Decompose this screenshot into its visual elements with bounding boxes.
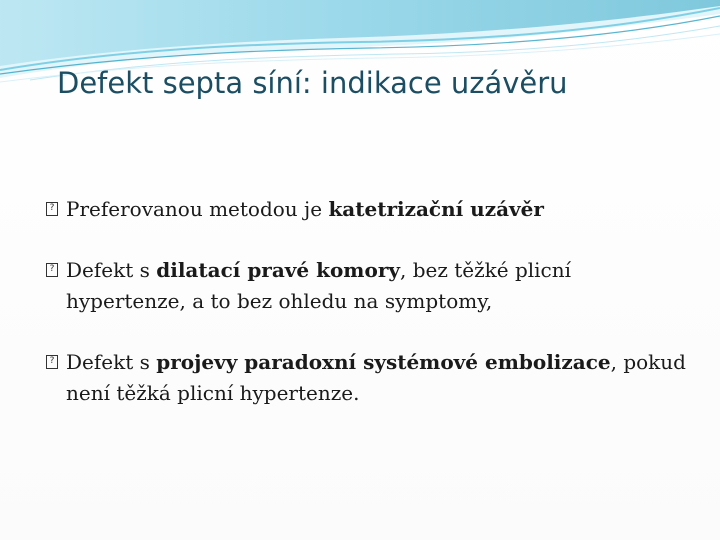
bullet-emphasis: projevy paradoxní systémové embolizace (156, 350, 611, 374)
bullet-list (46, 194, 686, 439)
bullet-text (66, 350, 686, 405)
bullet-run: Preferovanou metodou je (66, 197, 329, 221)
bullet-run: , bez těžké plicní hypertenze, a to bez ohledu na symptomy, (66, 258, 572, 313)
bullet-run: Defekt s (66, 350, 157, 374)
bullet-emphasis: katetrizační uzávěr (328, 197, 544, 221)
bullet-emphasis: dilatací pravé komory (156, 258, 400, 282)
bullet-run: Defekt s (66, 258, 157, 282)
missing-glyph-bullet-icon: ? (46, 202, 58, 216)
bullet-run: , pokud není těžká plicní hypertenze. (66, 350, 686, 405)
bullet-text (66, 258, 571, 313)
missing-glyph-bullet-icon: ? (46, 263, 58, 277)
slide-title: Defekt septa síní: indikace uzávěru (57, 66, 568, 100)
bullet-item (46, 347, 686, 409)
bullet-item (46, 194, 686, 225)
bullet-item (46, 255, 686, 317)
bullet-text (66, 197, 544, 221)
missing-glyph-bullet-icon: ? (46, 355, 58, 369)
